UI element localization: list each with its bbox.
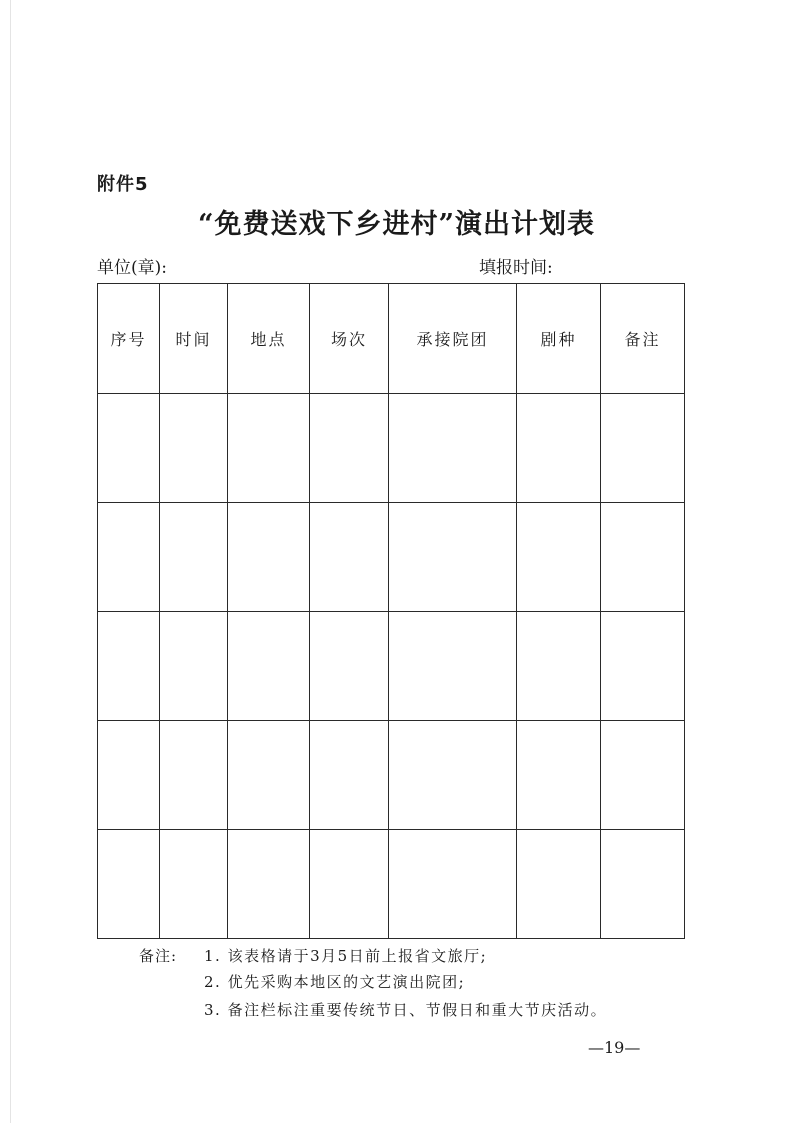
table-cell[interactable] bbox=[228, 612, 310, 721]
table-row bbox=[98, 394, 685, 503]
table-cell[interactable] bbox=[228, 394, 310, 503]
table-cell[interactable] bbox=[228, 721, 310, 830]
table-cell[interactable] bbox=[228, 830, 310, 939]
table-cell[interactable] bbox=[517, 503, 601, 612]
page-number: —19— bbox=[588, 1038, 641, 1057]
table-cell[interactable] bbox=[389, 830, 517, 939]
table-cell[interactable] bbox=[160, 503, 228, 612]
table-cell[interactable] bbox=[601, 394, 685, 503]
header-troupe: 承接院团 bbox=[389, 284, 517, 394]
table-cell[interactable] bbox=[310, 830, 389, 939]
table-cell[interactable] bbox=[228, 503, 310, 612]
attachment-label: 附件5 bbox=[97, 174, 149, 195]
table-cell[interactable] bbox=[517, 721, 601, 830]
page-edge-line bbox=[10, 0, 11, 1123]
table-cell[interactable] bbox=[98, 394, 160, 503]
table-row bbox=[98, 503, 685, 612]
table-cell[interactable] bbox=[389, 721, 517, 830]
table-cell[interactable] bbox=[601, 721, 685, 830]
table-row bbox=[98, 830, 685, 939]
table-cell[interactable] bbox=[160, 394, 228, 503]
table-cell[interactable] bbox=[517, 830, 601, 939]
header-remarks: 备注 bbox=[601, 284, 685, 394]
table-cell[interactable] bbox=[98, 612, 160, 721]
table-cell[interactable] bbox=[389, 503, 517, 612]
table-cell[interactable] bbox=[98, 721, 160, 830]
table-cell[interactable] bbox=[601, 503, 685, 612]
table-cell[interactable] bbox=[160, 830, 228, 939]
table-cell[interactable] bbox=[601, 612, 685, 721]
note-item-deadline: 1. 该表格请于3月5日前上报省文旅厅; bbox=[204, 947, 488, 965]
table-cell[interactable] bbox=[310, 503, 389, 612]
table-cell[interactable] bbox=[517, 394, 601, 503]
table-header-row bbox=[98, 284, 685, 394]
table-cell[interactable] bbox=[98, 503, 160, 612]
note-item-local-troupes: 2. 优先采购本地区的文艺演出院团; bbox=[204, 973, 466, 991]
table-cell[interactable] bbox=[310, 394, 389, 503]
table-cell[interactable] bbox=[160, 721, 228, 830]
table-cell[interactable] bbox=[389, 394, 517, 503]
table-row bbox=[98, 721, 685, 830]
table-cell[interactable] bbox=[389, 612, 517, 721]
note-item-festivals: 3. 备注栏标注重要传统节日、节假日和重大节庆活动。 bbox=[204, 1001, 608, 1019]
header-performance-count: 场次 bbox=[310, 284, 389, 394]
header-time: 时间 bbox=[160, 284, 228, 394]
table-row bbox=[98, 612, 685, 721]
header-serial-number: 序号 bbox=[98, 284, 160, 394]
unit-seal-label: 单位(章): bbox=[97, 258, 167, 278]
table-cell[interactable] bbox=[310, 721, 389, 830]
document-title: “免费送戏下乡进村”演出计划表 bbox=[197, 209, 596, 240]
table-cell[interactable] bbox=[517, 612, 601, 721]
report-time-label: 填报时间: bbox=[479, 258, 553, 278]
table-cell[interactable] bbox=[98, 830, 160, 939]
notes-label: 备注: bbox=[139, 947, 178, 965]
table-cell[interactable] bbox=[310, 612, 389, 721]
performance-plan-table bbox=[97, 283, 685, 939]
header-opera-genre: 剧种 bbox=[517, 284, 601, 394]
table-cell[interactable] bbox=[160, 612, 228, 721]
header-location: 地点 bbox=[228, 284, 310, 394]
table-cell[interactable] bbox=[601, 830, 685, 939]
